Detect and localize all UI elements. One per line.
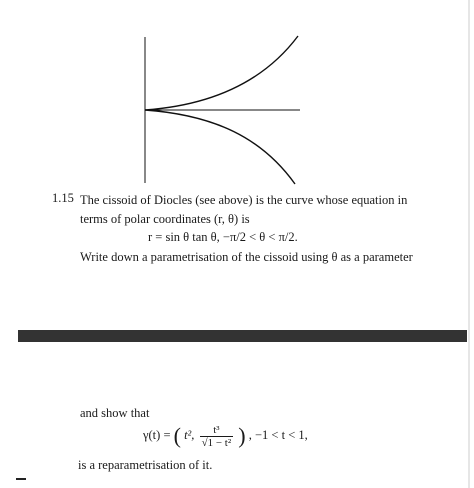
statement-line-5: is a reparametrisation of it.: [78, 458, 213, 472]
equation-t-squared: t²,: [184, 427, 195, 442]
close-paren: ): [238, 423, 246, 448]
statement-line-4: and show that: [80, 406, 150, 420]
statement-line-2: terms of polar coordinates (r, θ) is: [80, 212, 250, 226]
polar-equation: r = sin θ tan θ, −π/2 < θ < π/2.: [148, 230, 298, 244]
upper-branch: [145, 36, 298, 110]
section-divider: [18, 330, 467, 342]
problem-statement: [80, 191, 450, 229]
open-paren: (: [173, 423, 181, 448]
statement-line-3: Write down a parametrisation of the cissoid using θ as a parameter: [80, 250, 413, 264]
parametrisation-equation: [143, 423, 308, 449]
fraction-numerator: t³: [200, 424, 234, 437]
statement-line-1: The cissoid of Diocles (see above) is the curve whose equation in: [80, 193, 408, 207]
minus-icon[interactable]: [16, 478, 26, 480]
page-edge: [468, 0, 470, 488]
fraction-denominator: √1 − t²: [201, 436, 232, 449]
equation-range: , −1 < t < 1,: [248, 427, 308, 442]
problem-number: 1.15: [52, 191, 74, 205]
cissoid-figure: [0, 0, 474, 190]
lower-branch: [145, 110, 295, 184]
equation-lhs: γ(t) =: [143, 427, 174, 442]
equation-fraction: [200, 424, 234, 449]
